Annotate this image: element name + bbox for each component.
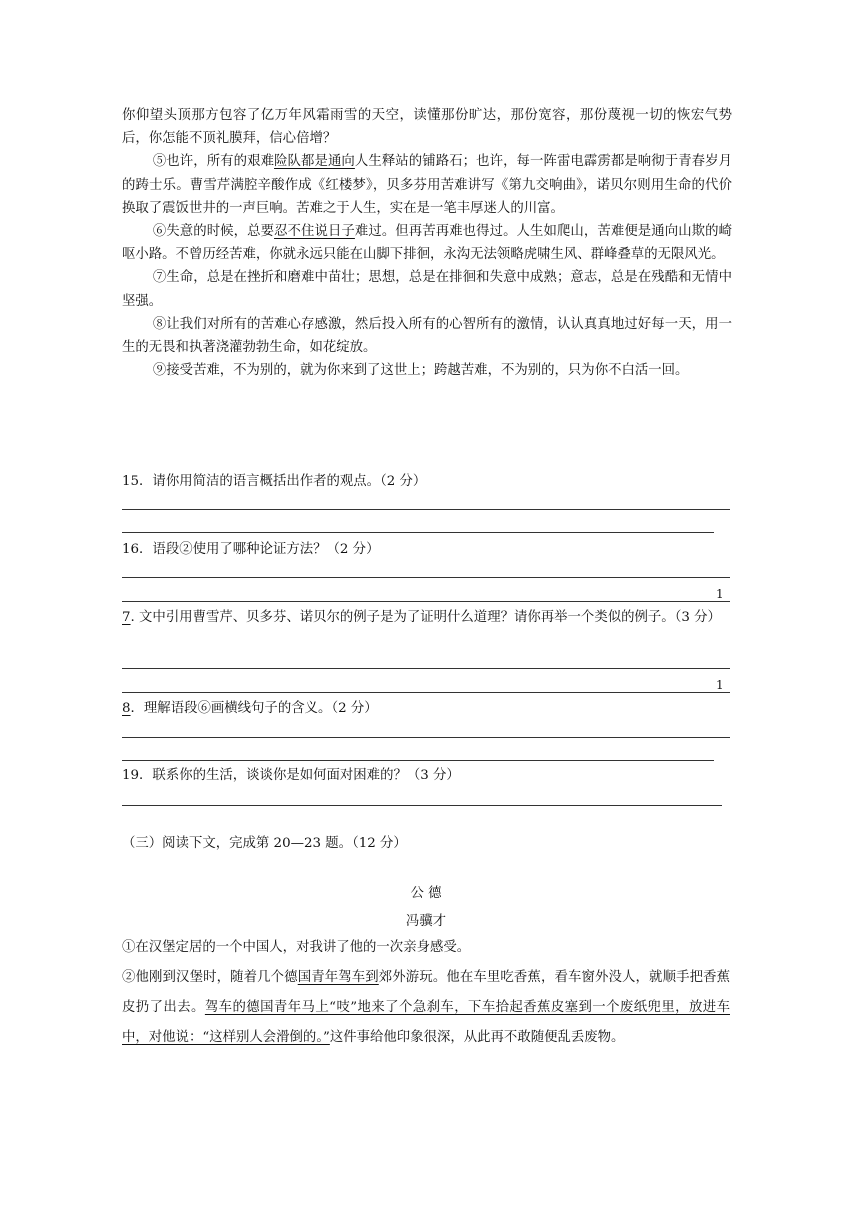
question-19: 19．联系你的生活，谈谈你是如何面对困难的？（3 分） — [122, 768, 460, 783]
question-18-number: 8 — [122, 701, 131, 716]
question-17-text: . 文中引用曹雪芹、贝多芬、诺贝尔的例子是为了证明什么道理？请你再举一个类似的例子。（3 分） — [130, 610, 721, 625]
paragraph-6-rest: 难过。但再苦再难也得过。人生如爬山，苦难便是通向山欺的崎呕小路。不曾历经苦难，你就永远只能在山脚下排徊，永沟无法领略虎啸生风、群峰叠草的无限风光。 — [122, 224, 733, 263]
paragraph-5 — [122, 150, 732, 220]
article-paragraph-2-end: 这件事给他印象很深，从此再不敢随便乱丢废物。 — [329, 1030, 625, 1045]
answer-line-17a[interactable] — [122, 668, 730, 669]
paragraph-9: ⑨接受苦难，不为别的，就为你来到了这世上；跨越苦难，不为别的，只为你不白活一回。 — [152, 363, 689, 379]
answer-line-15b[interactable] — [122, 532, 714, 533]
essay-passage — [122, 104, 732, 382]
answer-line-15a[interactable] — [122, 509, 730, 510]
answer-line-16b[interactable] — [122, 601, 730, 602]
article-title: 公 德 — [410, 886, 442, 901]
article-paragraph-2-underline-1: 国青年驾车到 — [297, 970, 379, 985]
answer-line-18a[interactable] — [122, 737, 730, 738]
answer-line-16a[interactable] — [122, 577, 730, 578]
article-paragraph-2-underline-2: 驾车的德国青年马上“吱”地来了个急刹车，下车拾起香蕉皮塞到一个废纸兜里，放进车中，对他说：“这样别人会滑倒的。” — [122, 1000, 730, 1045]
footnote-mark-2: 1 — [716, 678, 724, 692]
answer-line-18b[interactable] — [122, 760, 714, 761]
footnote-mark-1: 1 — [716, 587, 724, 601]
paragraph-6-underlined: 忍不住说日子 — [274, 224, 355, 240]
paragraph-6 — [122, 220, 732, 266]
article-paragraph-2 — [122, 963, 730, 1053]
article-paragraph-1: ①在汉堡定居的一个中国人，对我讲了他的一次亲身感受。 — [122, 940, 471, 955]
question-17 — [122, 607, 734, 629]
article-paragraph-2-middle: 郊外游玩。他在车里吃香蕉，看车窗外没人，就顺手把香蕉皮扔了出去。 — [122, 970, 731, 1015]
article-paragraph-2-start: ②他刚到汉堡时，随着几个德 — [122, 970, 298, 985]
section-3-instruction: （三）阅读下文，完成第 20—23 题。（12 分） — [122, 836, 407, 851]
question-17-number: 7 — [122, 610, 131, 625]
paragraph-8: ⑧让我们对所有的苦难心存感激，然后投入所有的心智所有的激情，认认真真地过好每一天，用一生的无畏和执著浇灌勃勃生命，如花绽放。 — [122, 316, 732, 356]
article-author: 冯骥才 — [405, 914, 447, 929]
paragraph-intro: 你仰望头顶那方包容了亿万年风霜雨雪的天空，读懂那份旷达，那份宽容，那份蔑视一切的恢宏气势后，你怎能不顶礼膜拜，信心倍增？ — [122, 108, 732, 147]
question-15: 15．请你用简洁的语言概括出作者的观点。（2 分） — [122, 474, 427, 489]
question-18 — [122, 698, 734, 720]
question-18-text: ．理解语段⑥画横线句子的含义。（2 分） — [130, 701, 378, 716]
paragraph-5-start: ⑤也许，所有的艰难 — [152, 154, 275, 170]
article-body — [122, 933, 730, 1053]
paragraph-7: ⑦生命，总是在挫折和磨难中苗壮；思想，总是在排徊和失意中成熟；意志，总是在残酷和无情中坚强。 — [122, 270, 732, 309]
paragraph-6-start: ⑥失意的时候，总要 — [152, 224, 275, 240]
paragraph-5-rest: 人生释站的铺路石；也许，每一阵雷电霹雳都是响彻于青春岁月的踌士乐。曹雪芹满腔辛酸作成《红楼梦》，贝多芬用苦难讲写《第九交响曲》，诺贝尔则用生命的代价换取了震饭世井的一声巨响。苦难之于人生，实在是一笔丰厚迷人的川富。 — [122, 154, 733, 216]
answer-line-17b[interactable] — [122, 692, 730, 693]
paragraph-5-underlined: 险队都是通向 — [274, 154, 355, 170]
question-16: 16．语段②使用了哪种论证方法？（2 分） — [122, 542, 380, 557]
answer-line-19[interactable] — [122, 805, 722, 806]
